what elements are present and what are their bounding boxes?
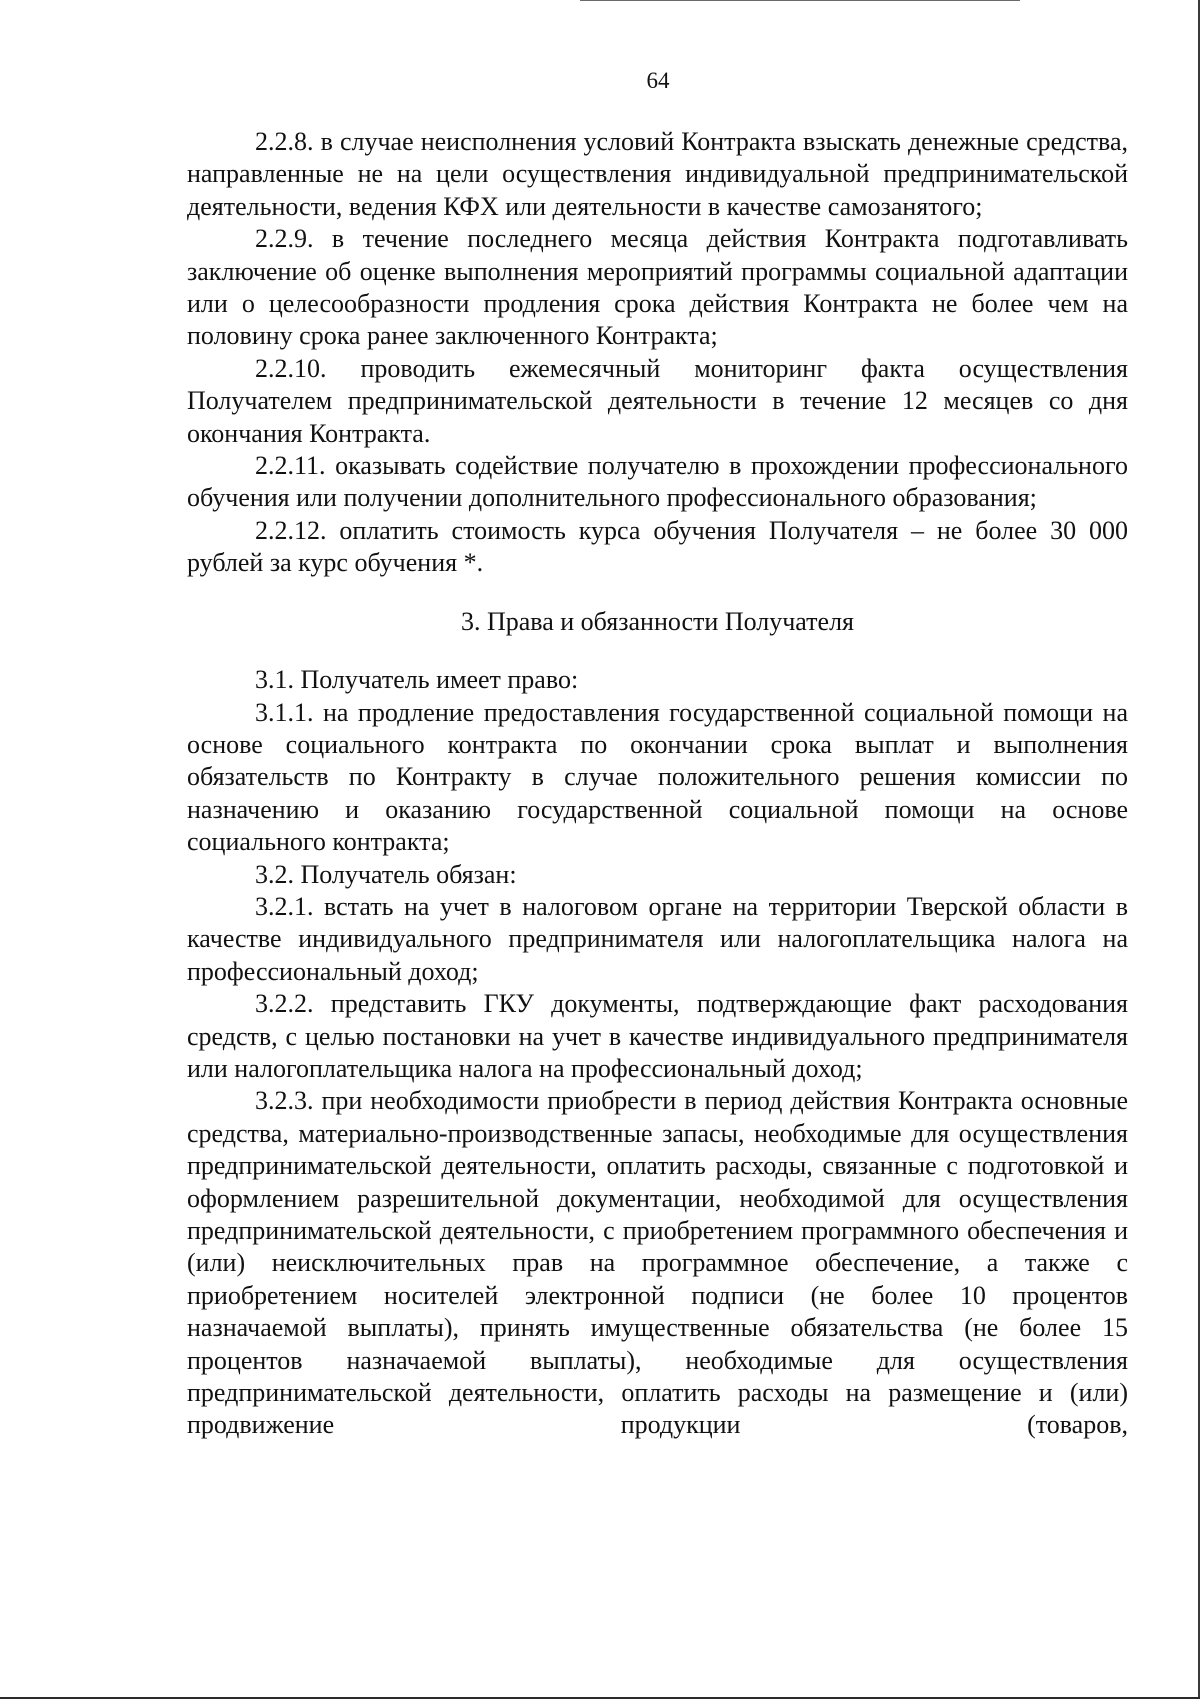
clause-2-2-12: 2.2.12. оплатить стоимость курса обучения Получателя – не более 30 000 рублей за курс обучения *. <box>187 515 1128 578</box>
clause-2-2-10: 2.2.10. проводить ежемесячный мониторинг факта осуществления Получателем предпринимательской деятельности в течение 12 месяцев со дня окончания Контракта. <box>187 353 1128 448</box>
clause-2-2-8: 2.2.8. в случае неисполнения условий Контракта взыскать денежные средства, направленные не на цели осуществления индивидуальной предпринимательской деятельности, ведения КФХ или деятельности в качестве самозанятого; <box>187 127 1128 221</box>
document-body <box>187 126 1128 1442</box>
clause-3-1: 3.1. Получатель имеет право: <box>255 665 579 695</box>
clause-2-2-11: 2.2.11. оказывать содействие получателю в прохождении профессионального обучения или получении дополнительного профессионального образования; <box>187 451 1128 513</box>
page-number: 64 <box>646 68 670 93</box>
clause-3-2-1: 3.2.1. встать на учет в налоговом органе на территории Тверской области в качестве индивидуального предпринимателя или налогоплательщика налога на профессиональный доход; <box>187 891 1128 986</box>
clause-3-2-2: 3.2.2. представить ГКУ документы, подтверждающие факт расходования средств, с целью постановки на учет в качестве индивидуального предпринимателя или налогоплательщика налога на профессиональный доход; <box>187 989 1128 1083</box>
clause-3-2-3: 3.2.3. при необходимости приобрести в период действия Контракта основные средства, материально-производственные запасы, необходимые для осуществления предпринимательской деятельности, оплатить расходы, связанные с подготовкой и оформлением разрешительной документации, необходимой для осуществления предпринимательской деятельности, с приобретением программного обеспечения и (или) неисключительных прав на программное обеспечение, а также с приобретением носителей электронной подписи (не более 10 процентов назначаемой выплаты), принять имущественные обязательства (не более 15 процентов назначаемой выплаты), необходимые для осуществления предпринимательской деятельности, оплатить расходы на размещение и (или) продвижение продукции (товаров, <box>187 1086 1128 1440</box>
clause-3-2: 3.2. Получатель обязан: <box>255 859 517 889</box>
section-heading: 3. Права и обязанности Получателя <box>460 606 855 636</box>
scan-edge-top <box>580 0 1020 1</box>
clause-2-2-9: 2.2.9. в течение последнего месяца действия Контракта подготавливать заключение об оценке выполнения мероприятий программы социальной адаптации или о целесообразности продления срока действия Контракта не более чем на половину срока ранее заключенного Контракта; <box>187 224 1128 351</box>
clause-3-1-1: 3.1.1. на продление предоставления государственной социальной помощи на основе социального контракта по окончании срока выплат и выполнения обязательств по Контракту в случае положительного решения комиссии по назначению и оказанию государственной социальной помощи на основе социального контракта; <box>187 697 1128 857</box>
